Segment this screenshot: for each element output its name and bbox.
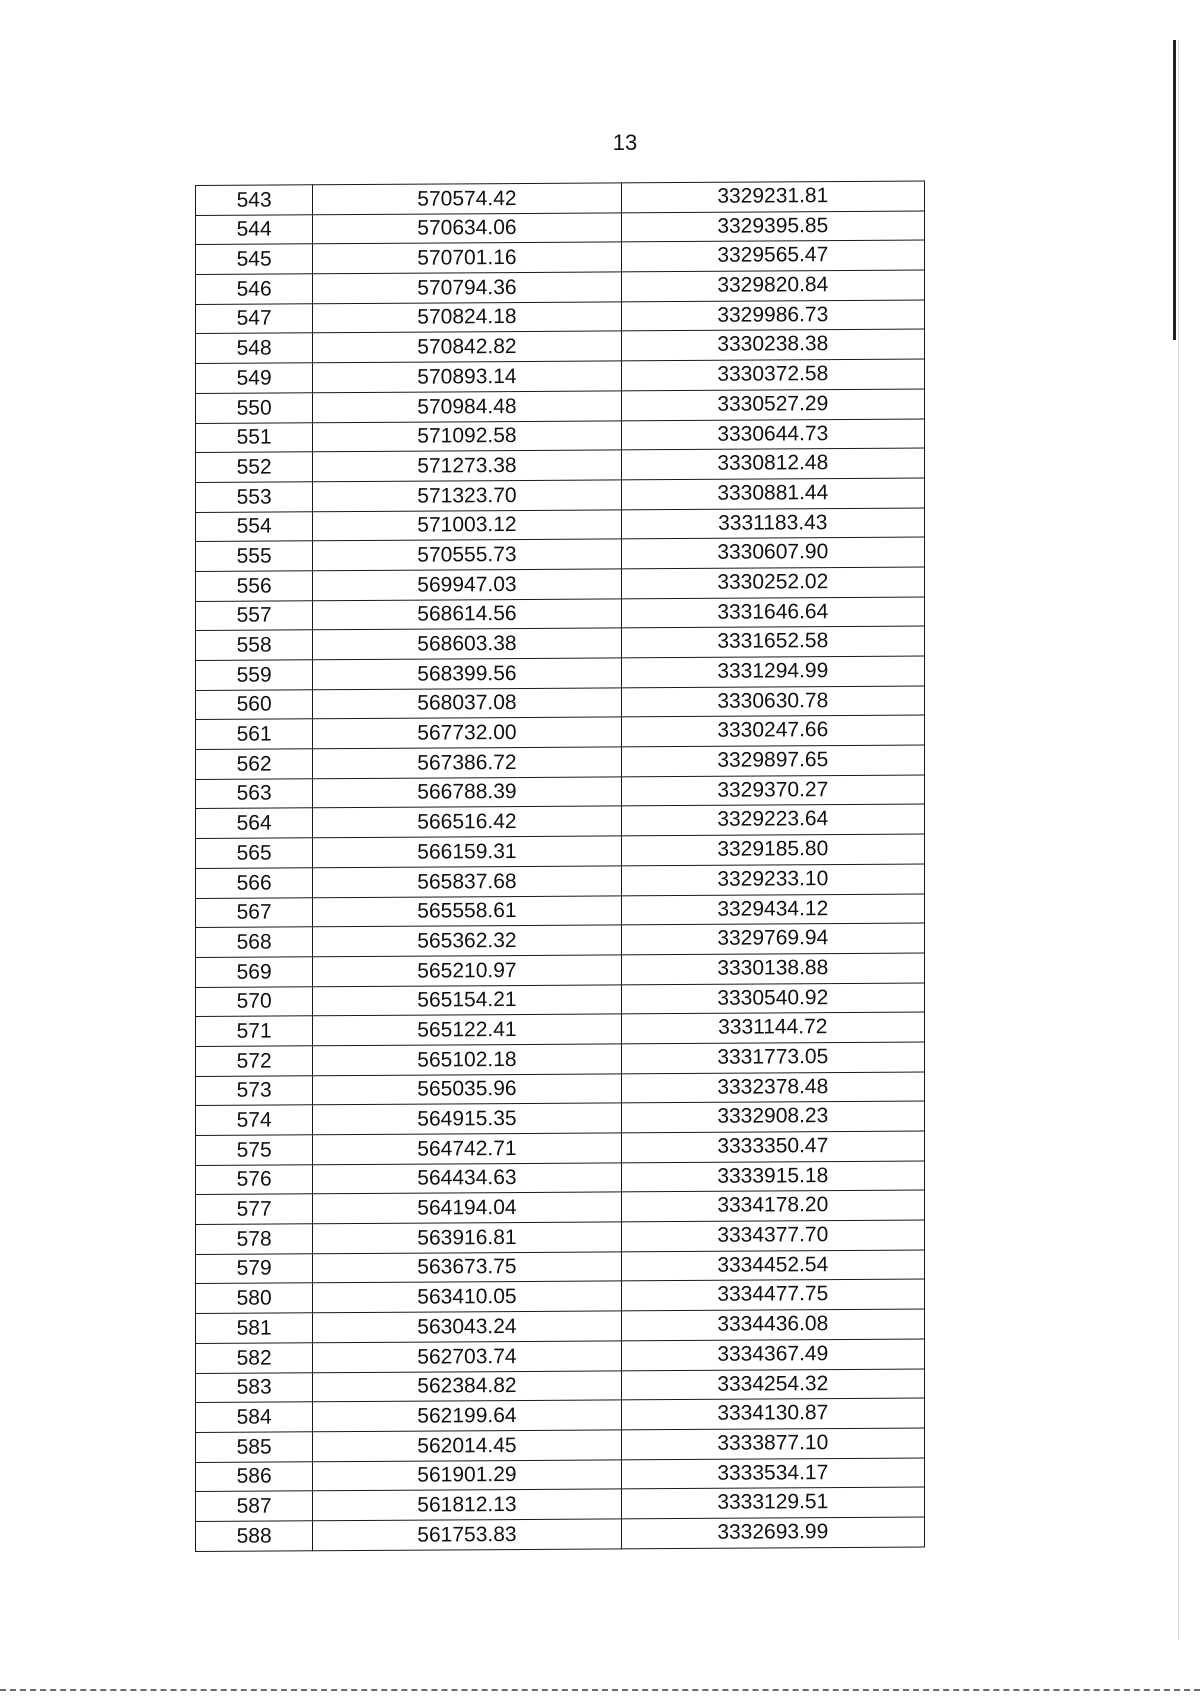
y-coordinate-cell: 3331646.64	[621, 597, 924, 629]
y-coordinate-cell: 3330238.38	[621, 329, 924, 361]
y-coordinate-cell: 3331773.05	[621, 1042, 924, 1074]
point-number-cell: 572	[196, 1046, 313, 1076]
point-number-cell: 555	[196, 541, 313, 571]
x-coordinate-cell: 571323.70	[313, 480, 621, 512]
x-coordinate-cell: 570842.82	[313, 331, 621, 363]
x-coordinate-cell: 566516.42	[313, 806, 621, 838]
x-coordinate-cell: 570984.48	[313, 391, 621, 423]
point-number-cell: 579	[196, 1254, 313, 1284]
x-coordinate-cell: 566159.31	[313, 836, 621, 868]
point-number-cell: 576	[196, 1164, 313, 1194]
table-row	[196, 1279, 925, 1313]
x-coordinate-cell: 570701.16	[313, 242, 621, 274]
table-row	[196, 1250, 925, 1284]
point-number-cell: 556	[196, 571, 313, 601]
x-coordinate-cell: 569947.03	[313, 569, 621, 601]
y-coordinate-cell: 3330881.44	[621, 478, 924, 510]
table-row	[196, 834, 925, 868]
table-row	[196, 656, 925, 690]
y-coordinate-cell: 3330540.92	[621, 983, 924, 1015]
point-number-cell: 545	[196, 244, 313, 274]
y-coordinate-cell: 3330527.29	[621, 389, 924, 421]
table-row	[196, 745, 925, 779]
table-row	[196, 1309, 925, 1343]
y-coordinate-cell: 3330812.48	[621, 448, 924, 480]
x-coordinate-cell: 567386.72	[313, 747, 621, 779]
point-number-cell: 544	[196, 214, 313, 244]
table-row	[196, 508, 925, 542]
y-coordinate-cell: 3329986.73	[621, 300, 924, 332]
point-number-cell: 550	[196, 393, 313, 423]
point-number-cell: 588	[196, 1521, 313, 1551]
point-number-cell: 558	[196, 630, 313, 660]
y-coordinate-cell: 3333129.51	[621, 1487, 924, 1519]
table-row	[196, 1190, 925, 1224]
y-coordinate-cell: 3329395.85	[621, 211, 924, 243]
x-coordinate-cell: 564742.71	[313, 1133, 621, 1165]
x-coordinate-cell: 565558.61	[313, 895, 621, 927]
y-coordinate-cell: 3332908.23	[621, 1101, 924, 1133]
table-row	[196, 597, 925, 631]
table-row	[196, 1398, 925, 1432]
point-number-cell: 569	[196, 957, 313, 987]
y-coordinate-cell: 3329231.81	[621, 181, 924, 213]
x-coordinate-cell: 562199.64	[313, 1400, 621, 1432]
table-row	[196, 1339, 925, 1373]
table-row	[196, 1428, 925, 1462]
table-row	[196, 1131, 925, 1165]
point-number-cell: 547	[196, 304, 313, 334]
point-number-cell: 571	[196, 1016, 313, 1046]
x-coordinate-cell: 563916.81	[313, 1222, 621, 1254]
x-coordinate-cell: 568037.08	[313, 688, 621, 720]
table-row	[196, 686, 925, 720]
x-coordinate-cell: 564434.63	[313, 1163, 621, 1195]
scan-edge-shadow	[1178, 40, 1179, 1640]
point-number-cell: 554	[196, 511, 313, 541]
table-row	[196, 300, 925, 334]
x-coordinate-cell: 563410.05	[313, 1281, 621, 1313]
table-row	[196, 864, 925, 898]
y-coordinate-cell: 3330247.66	[621, 715, 924, 747]
x-coordinate-cell: 565154.21	[313, 984, 621, 1016]
point-number-cell: 583	[196, 1372, 313, 1402]
x-coordinate-cell: 570794.36	[313, 272, 621, 304]
table-row	[196, 181, 925, 215]
point-number-cell: 581	[196, 1313, 313, 1343]
y-coordinate-cell: 3329820.84	[621, 270, 924, 302]
y-coordinate-cell: 3332693.99	[621, 1517, 924, 1549]
table-row	[196, 626, 925, 660]
table-row	[196, 715, 925, 749]
y-coordinate-cell: 3329370.27	[621, 775, 924, 807]
table-row	[196, 478, 925, 512]
y-coordinate-cell: 3331183.43	[621, 508, 924, 540]
scan-edge-line	[1173, 40, 1176, 340]
y-coordinate-cell: 3334367.49	[621, 1339, 924, 1371]
point-number-cell: 573	[196, 1075, 313, 1105]
point-number-cell: 575	[196, 1135, 313, 1165]
y-coordinate-cell: 3330630.78	[621, 686, 924, 718]
y-coordinate-cell: 3334178.20	[621, 1190, 924, 1222]
table-row	[196, 775, 925, 809]
point-number-cell: 549	[196, 363, 313, 393]
point-number-cell: 586	[196, 1461, 313, 1491]
y-coordinate-cell: 3331294.99	[621, 656, 924, 688]
table-row	[196, 567, 925, 601]
table-row	[196, 1012, 925, 1046]
scan-bottom-edge	[0, 1689, 1200, 1691]
coordinate-table	[195, 181, 925, 1552]
x-coordinate-cell: 565210.97	[313, 955, 621, 987]
point-number-cell: 552	[196, 452, 313, 482]
table-row	[196, 1042, 925, 1076]
x-coordinate-cell: 561812.13	[313, 1489, 621, 1521]
point-number-cell: 565	[196, 838, 313, 868]
y-coordinate-cell: 3333877.10	[621, 1428, 924, 1460]
point-number-cell: 585	[196, 1432, 313, 1462]
table-row	[196, 419, 925, 453]
x-coordinate-cell: 561901.29	[313, 1459, 621, 1491]
x-coordinate-cell: 568614.56	[313, 599, 621, 631]
table-row	[196, 1161, 925, 1195]
point-number-cell: 574	[196, 1105, 313, 1135]
y-coordinate-cell: 3333534.17	[621, 1458, 924, 1490]
y-coordinate-cell: 3329185.80	[621, 834, 924, 866]
x-coordinate-cell: 571092.58	[313, 420, 621, 452]
y-coordinate-cell: 3334436.08	[621, 1309, 924, 1341]
point-number-cell: 557	[196, 600, 313, 630]
x-coordinate-cell: 562014.45	[313, 1430, 621, 1462]
y-coordinate-cell: 3329897.65	[621, 745, 924, 777]
y-coordinate-cell: 3333915.18	[621, 1161, 924, 1193]
y-coordinate-cell: 3329565.47	[621, 240, 924, 272]
point-number-cell: 543	[196, 185, 313, 215]
x-coordinate-cell: 564194.04	[313, 1192, 621, 1224]
point-number-cell: 578	[196, 1224, 313, 1254]
point-number-cell: 567	[196, 897, 313, 927]
y-coordinate-cell: 3334130.87	[621, 1398, 924, 1430]
point-number-cell: 546	[196, 274, 313, 304]
x-coordinate-cell: 570893.14	[313, 361, 621, 393]
y-coordinate-cell: 3330252.02	[621, 567, 924, 599]
point-number-cell: 553	[196, 482, 313, 512]
y-coordinate-cell: 3333350.47	[621, 1131, 924, 1163]
table-row	[196, 1517, 925, 1551]
point-number-cell: 584	[196, 1402, 313, 1432]
y-coordinate-cell: 3334477.75	[621, 1279, 924, 1311]
point-number-cell: 587	[196, 1491, 313, 1521]
x-coordinate-cell: 565035.96	[313, 1074, 621, 1106]
x-coordinate-cell: 571273.38	[313, 450, 621, 482]
point-number-cell: 564	[196, 808, 313, 838]
x-coordinate-cell: 563043.24	[313, 1311, 621, 1343]
table-row	[196, 923, 925, 957]
table-row	[196, 1369, 925, 1403]
x-coordinate-cell: 568399.56	[313, 658, 621, 690]
table-row	[196, 359, 925, 393]
table-row	[196, 1458, 925, 1492]
table-row	[196, 1220, 925, 1254]
table-row	[196, 1487, 925, 1521]
coordinate-table-body	[196, 181, 925, 1551]
x-coordinate-cell: 563673.75	[313, 1252, 621, 1284]
x-coordinate-cell: 570634.06	[313, 213, 621, 245]
y-coordinate-cell: 3334377.70	[621, 1220, 924, 1252]
x-coordinate-cell: 570824.18	[313, 302, 621, 334]
x-coordinate-cell: 566788.39	[313, 777, 621, 809]
table-row	[196, 804, 925, 838]
table-row	[196, 894, 925, 928]
y-coordinate-cell: 3334452.54	[621, 1250, 924, 1282]
y-coordinate-cell: 3330607.90	[621, 537, 924, 569]
table-row	[196, 1101, 925, 1135]
point-number-cell: 561	[196, 719, 313, 749]
point-number-cell: 548	[196, 333, 313, 363]
point-number-cell: 551	[196, 422, 313, 452]
point-number-cell: 580	[196, 1283, 313, 1313]
x-coordinate-cell: 565102.18	[313, 1044, 621, 1076]
point-number-cell: 568	[196, 927, 313, 957]
table-row	[196, 270, 925, 304]
y-coordinate-cell: 3331144.72	[621, 1012, 924, 1044]
y-coordinate-cell: 3329769.94	[621, 923, 924, 955]
x-coordinate-cell: 561753.83	[313, 1519, 621, 1551]
point-number-cell: 577	[196, 1194, 313, 1224]
y-coordinate-cell: 3334254.32	[621, 1369, 924, 1401]
y-coordinate-cell: 3330644.73	[621, 419, 924, 451]
y-coordinate-cell: 3329434.12	[621, 894, 924, 926]
table-row	[196, 1072, 925, 1106]
y-coordinate-cell: 3330372.58	[621, 359, 924, 391]
x-coordinate-cell: 570555.73	[313, 539, 621, 571]
x-coordinate-cell: 567732.00	[313, 717, 621, 749]
table-row	[196, 448, 925, 482]
point-number-cell: 562	[196, 749, 313, 779]
y-coordinate-cell: 3330138.88	[621, 953, 924, 985]
table-row	[196, 953, 925, 987]
x-coordinate-cell: 571003.12	[313, 509, 621, 541]
table-row	[196, 537, 925, 571]
table-row	[196, 211, 925, 245]
x-coordinate-cell: 565362.32	[313, 925, 621, 957]
y-coordinate-cell: 3329223.64	[621, 804, 924, 836]
table-row	[196, 240, 925, 274]
x-coordinate-cell: 570574.42	[313, 183, 621, 215]
point-number-cell: 570	[196, 986, 313, 1016]
x-coordinate-cell: 564915.35	[313, 1103, 621, 1135]
table-row	[196, 389, 925, 423]
point-number-cell: 563	[196, 779, 313, 809]
x-coordinate-cell: 562384.82	[313, 1370, 621, 1402]
y-coordinate-cell: 3329233.10	[621, 864, 924, 896]
x-coordinate-cell: 565122.41	[313, 1014, 621, 1046]
table-row	[196, 329, 925, 363]
point-number-cell: 566	[196, 868, 313, 898]
point-number-cell: 559	[196, 660, 313, 690]
y-coordinate-cell: 3331652.58	[621, 626, 924, 658]
point-number-cell: 582	[196, 1343, 313, 1373]
x-coordinate-cell: 565837.68	[313, 866, 621, 898]
table-row	[196, 983, 925, 1017]
x-coordinate-cell: 562703.74	[313, 1341, 621, 1373]
page-number: 13	[612, 130, 638, 155]
point-number-cell: 560	[196, 689, 313, 719]
x-coordinate-cell: 568603.38	[313, 628, 621, 660]
y-coordinate-cell: 3332378.48	[621, 1072, 924, 1104]
